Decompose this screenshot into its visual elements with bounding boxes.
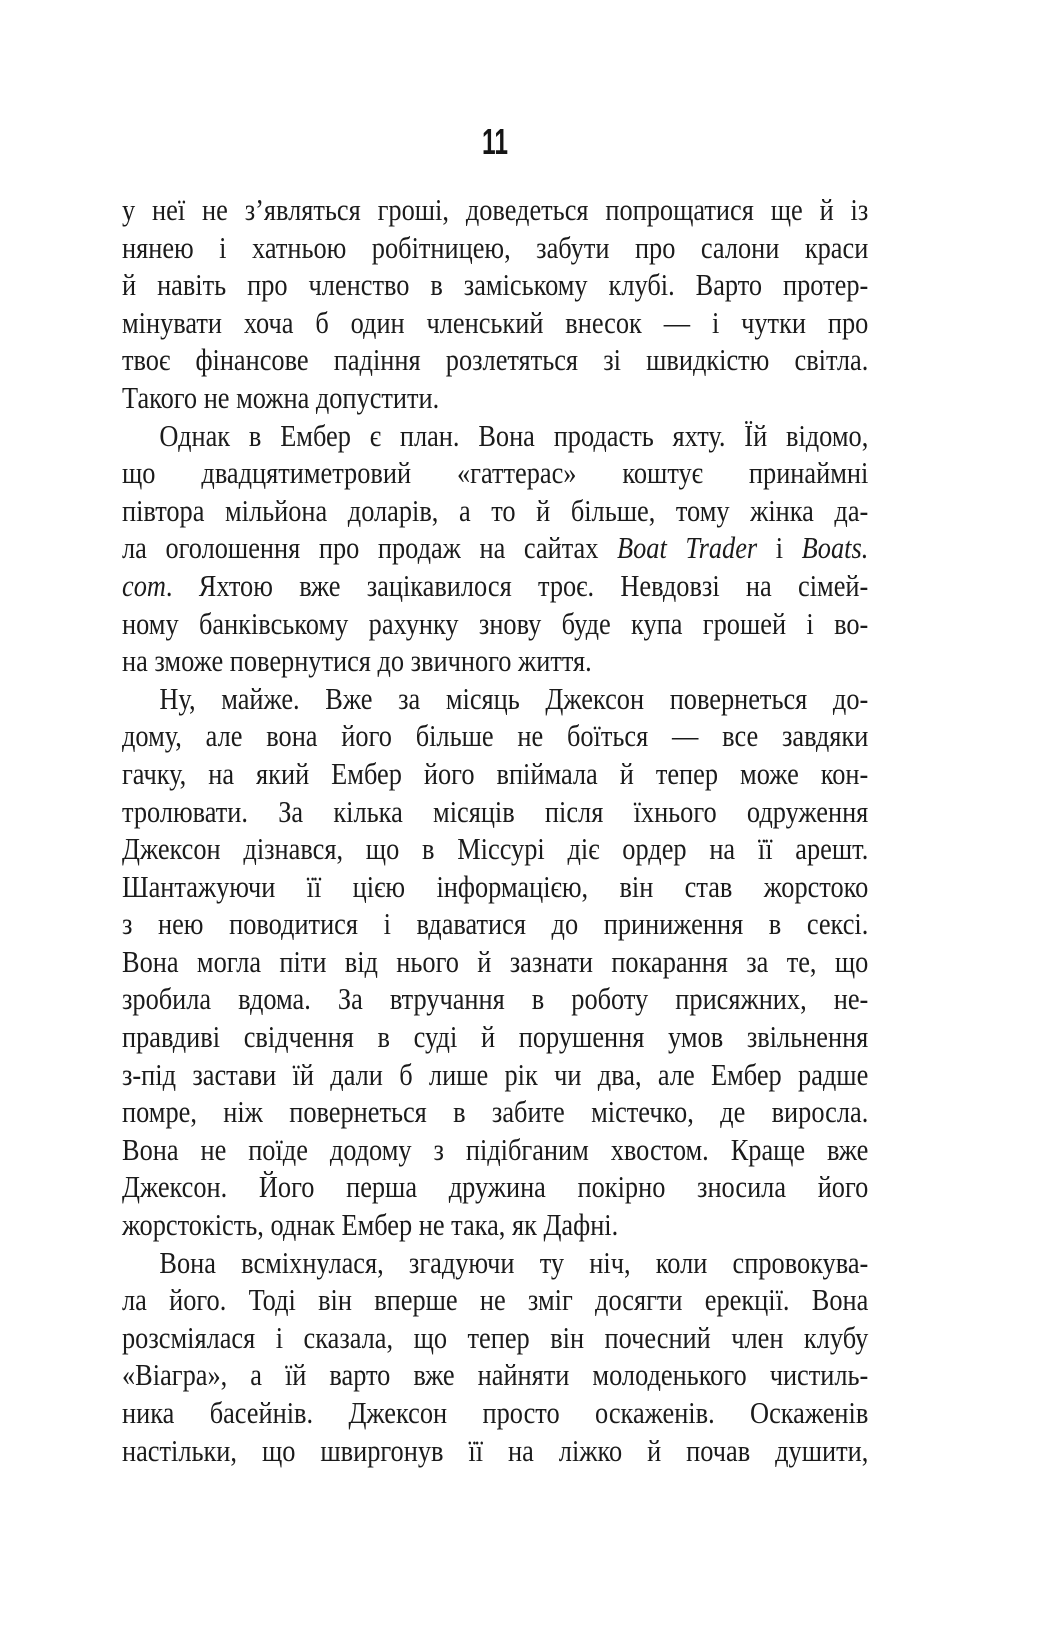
- text-line: [122, 1018, 868, 1056]
- text-run: ла його. Тоді він вперше не зміг досягти ерекції. Вона: [122, 1282, 869, 1318]
- text-run: зробила вдома. За втручання в роботу присяжних, не-: [122, 981, 869, 1017]
- text-line: [122, 1356, 868, 1394]
- text-run: гачку, на який Ембер його впіймала й тепер може кон-: [122, 755, 869, 791]
- text-run: настільки, що швиргонув її на ліжко й почав душити,: [122, 1432, 869, 1468]
- text-line: [122, 905, 868, 943]
- text-run: й навіть про членство в заміському клубі. Варто протер-: [122, 267, 869, 303]
- page-number: 11: [482, 121, 508, 162]
- text-run: тролювати. За кілька місяців після їхнього одруження: [122, 793, 869, 829]
- text-line: [122, 266, 868, 304]
- text-run: нянею і хатньою робітницею, забути про салони краси: [122, 229, 869, 265]
- text-line: [122, 529, 868, 567]
- text-line: [122, 980, 868, 1018]
- paragraph: [122, 417, 868, 680]
- text-line: [122, 1319, 868, 1357]
- text-line: [122, 1056, 868, 1094]
- text-run: Ну, майже. Вже за місяць Джексон повернеться до-: [159, 680, 869, 716]
- text-run: Шантажуючи її цією інформацією, він став жорстоко: [122, 868, 869, 904]
- text-run: мінувати хоча б один членський внесок — і чутки про: [122, 304, 869, 340]
- text-run: що двадцятиметровий «гаттерас» коштує принаймні: [122, 455, 869, 491]
- text-run: і: [757, 530, 802, 566]
- text-line: [122, 229, 868, 267]
- text-run: півтора мільйона доларів, а то й більше, тому жінка да-: [122, 492, 869, 528]
- text-line: [122, 830, 868, 868]
- text-line: [122, 680, 868, 718]
- text-line: [122, 1281, 868, 1319]
- text-line: [122, 717, 868, 755]
- text-run: у неї не з’являться гроші, доведеться попрощатися ще й із: [122, 192, 869, 227]
- text-run: жорстокість, однак Ембер не така, як Дафні.: [122, 1207, 619, 1243]
- text-run: . Яхтою вже зацікавилося троє. Невдовзі на сімей-: [165, 567, 869, 603]
- text-line: [122, 191, 868, 229]
- italic-text-run: Boats.: [801, 530, 869, 566]
- paragraph: [122, 680, 868, 1244]
- text-line: [122, 492, 868, 530]
- text-line: [122, 454, 868, 492]
- text-run: ному банківському рахунку знову буде купа грошей і во-: [122, 605, 869, 641]
- text-line: [122, 755, 868, 793]
- italic-text-run: Boat Trader: [617, 530, 758, 566]
- text-line: [122, 1432, 868, 1470]
- text-run: Однак в Ембер є план. Вона продасть яхту. Їй відомо,: [159, 417, 869, 453]
- text-run: помре, ніж повернеться в забите містечко, де виросла.: [122, 1094, 869, 1130]
- text-run: Вона не поїде додому з підібганим хвостом. Краще вже: [122, 1131, 869, 1167]
- text-run: розсміялася і сказала, що тепер він почесний член клубу: [122, 1319, 869, 1355]
- text-line: [122, 943, 868, 981]
- text-run: Вона могла піти від нього й зазнати покарання за те, що: [122, 943, 869, 979]
- text-run: ника басейнів. Джексон просто оскаженів. Оскаженів: [122, 1395, 869, 1430]
- paragraph: [122, 1244, 868, 1470]
- text-block: [122, 191, 868, 1469]
- text-run: ла оголошення про продаж на сайтах: [122, 530, 618, 566]
- paragraph: [122, 191, 868, 417]
- text-line: [122, 1093, 868, 1131]
- text-line: [122, 642, 868, 680]
- text-line: [122, 1206, 868, 1244]
- text-line: [122, 304, 868, 342]
- text-run: правдиві свідчення в суді й порушення умов звільнення: [122, 1019, 869, 1055]
- text-line: [122, 1394, 868, 1432]
- text-line: [122, 605, 868, 643]
- text-run: на зможе повернутися до звичного життя.: [122, 643, 592, 679]
- text-run: з-під застави їй дали б лише рік чи два, але Ембер радше: [122, 1056, 869, 1092]
- text-line: [122, 417, 868, 455]
- italic-text-run: com: [122, 567, 166, 603]
- text-line: [122, 1131, 868, 1169]
- text-run: Такого не можна допустити.: [122, 379, 440, 415]
- text-run: Джексон дізнався, що в Міссурі діє ордер на її арешт.: [122, 831, 869, 867]
- text-line: [122, 1244, 868, 1282]
- text-run: дому, але вона його більше не боїться — все завдяки: [122, 718, 869, 754]
- text-line: [122, 868, 868, 906]
- text-run: Джексон. Його перша дружина покірно зносила його: [122, 1169, 869, 1205]
- text-line: [122, 567, 868, 605]
- text-line: [122, 793, 868, 831]
- text-run: твоє фінансове падіння розлетяться зі швидкістю світла.: [122, 342, 869, 378]
- text-run: Вона всміхнулася, згадуючи ту ніч, коли спровокува-: [159, 1244, 869, 1280]
- text-line: [122, 1168, 868, 1206]
- text-line: [122, 341, 868, 379]
- text-line: [122, 379, 868, 417]
- text-run: з нею поводитися і вдаватися до приниження в сексі.: [122, 906, 869, 942]
- text-run: «Віагра», а їй варто вже найняти молоденького чистиль-: [122, 1357, 869, 1393]
